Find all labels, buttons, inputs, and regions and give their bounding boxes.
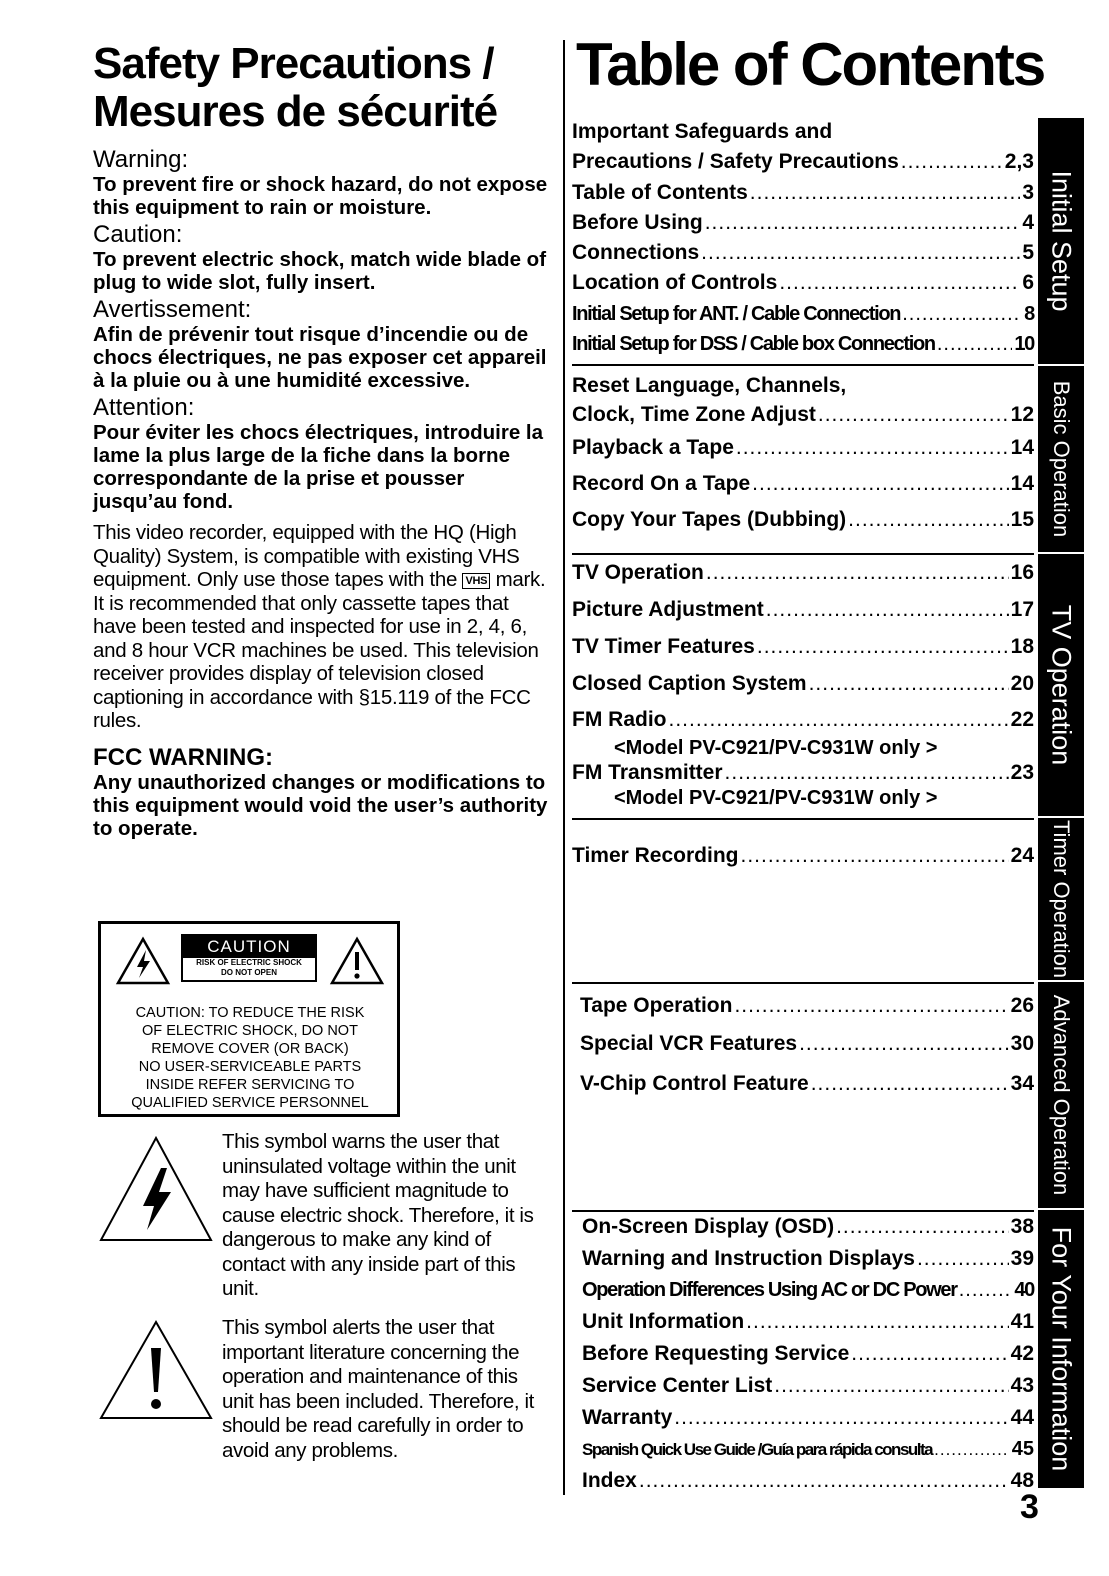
toc-entry[interactable] — [572, 329, 1034, 359]
toc-entry-label: FM Transmitter — [572, 761, 723, 784]
lightning-bolt-symbol-icon — [97, 1134, 215, 1244]
toc-leader-dots — [746, 1306, 1008, 1338]
toc-entry-label: Reset Language, Channels, — [572, 374, 847, 397]
caution-line: QUALIFIED SERVICE PERSONNEL — [131, 1095, 369, 1111]
toc-leader-dots — [779, 268, 1020, 298]
toc-entry-page: 40 — [1014, 1278, 1034, 1301]
toc-entry-page: 22 — [1010, 708, 1034, 731]
toc-leader-dots — [706, 555, 1009, 591]
toc-entry[interactable] — [572, 299, 1034, 329]
caution-badge-sub2: DO NOT OPEN — [220, 968, 277, 977]
model-note: <Model PV-C921/PV-C931W only > — [614, 737, 938, 759]
toc-entry-label: Before Requesting Service — [582, 1342, 850, 1366]
toc-entry-label: Index — [582, 1469, 637, 1493]
toc-entry[interactable] — [572, 147, 1034, 177]
toc-entry[interactable] — [582, 1243, 1034, 1275]
toc-entry-page: 23 — [1010, 761, 1034, 784]
fcc-heading: FCC WARNING: — [93, 743, 273, 771]
toc-entry-label: Before Using — [572, 210, 703, 234]
caution-badge-label: CAUTION — [183, 936, 315, 958]
section-divider — [572, 818, 1034, 820]
lightning-warning-icon — [115, 936, 171, 986]
toc-leader-dots — [934, 1434, 1010, 1466]
toc-entry-page: 12 — [1010, 403, 1034, 426]
tab-label: For Your Information — [1046, 1226, 1077, 1472]
warning-heading: Warning: — [93, 146, 189, 173]
toc-entry-label: Table of Contents — [572, 180, 748, 204]
lightning-symbol-text: This symbol warns the user that uninsulated voltage within the unit may have sufficient magnitude to cause electric shock. Therefore, it is dangerous to make any kind of contact with any inside part of this unit. — [222, 1130, 534, 1300]
toc-entry-label: Clock, Time Zone Adjust — [572, 403, 816, 426]
toc-entry-page: 30 — [1010, 1032, 1034, 1055]
toc-entry-label: Playback a Tape — [572, 436, 734, 459]
toc-entry-page: 48 — [1010, 1469, 1034, 1493]
toc-leader-dots — [774, 1370, 1008, 1402]
toc-section-basic-operation — [572, 372, 1034, 538]
tab-label: Basic Operation — [1049, 380, 1074, 538]
title-line-french: Mesures de sécurité — [93, 87, 498, 136]
hq-text-start: This video recorder, equipped with the HQ (High Quality) System, is compatible with existing VHS equipment. Only use those tapes with the — [93, 521, 520, 591]
toc-leader-dots — [937, 329, 1013, 359]
toc-entry[interactable] — [572, 178, 1034, 208]
toc-entry[interactable] — [572, 430, 1034, 466]
title-line-english: Safety Precautions / — [93, 39, 494, 88]
toc-entry-label: Spanish Quick Use Guide /Guía para rápida consulta — [582, 1439, 933, 1459]
caution-line: NO USER-SERVICEABLE PARTS — [138, 1059, 362, 1075]
fcc-text: Any unauthorized changes or modifications to this equipment would void the user’s authority to operate. — [93, 770, 548, 840]
avertissement-text: Afin de prévenir tout risque d’incendie ou de chocs électriques, ne pas exposer cet appareil à la pluie ou à une humidité excessive. — [93, 323, 547, 392]
caution-box — [98, 921, 400, 1117]
toc-entry-page: 15 — [1010, 508, 1034, 531]
toc-entry-page: 34 — [1010, 1072, 1034, 1095]
tab-initial-setup[interactable] — [1038, 118, 1084, 364]
toc-entry[interactable] — [572, 502, 1034, 538]
toc-leader-dots — [799, 1024, 1009, 1064]
toc-entry-page: 43 — [1010, 1373, 1034, 1397]
toc-entry-label: Closed Caption System — [572, 672, 807, 695]
toc-entry-label: Record On a Tape — [572, 472, 751, 495]
toc-entry[interactable] — [580, 1064, 1034, 1104]
toc-leader-dots — [734, 988, 1008, 1024]
tab-advanced-operation[interactable] — [1038, 982, 1084, 1208]
toc-section-advanced-operation — [580, 988, 1034, 1104]
tab-label: Timer Operation — [1049, 819, 1074, 979]
toc-entry[interactable] — [572, 555, 1034, 591]
toc-leader-dots — [752, 466, 1008, 502]
toc-entry-label: Precautions / Safety Precautions — [572, 150, 899, 174]
caution-text: To prevent electric shock, match wide blade of plug to wide slot, fully insert. — [93, 248, 547, 294]
toc-entry-label: Timer Recording — [572, 844, 739, 867]
page-title-safety — [93, 40, 553, 136]
toc-entry-page: 14 — [1010, 436, 1034, 459]
toc-entry[interactable] — [582, 1402, 1034, 1434]
model-note: <Model PV-C921/PV-C931W only > — [614, 787, 938, 809]
toc-entry-label: Unit Information — [582, 1310, 745, 1334]
exclamation-warning-icon — [329, 936, 385, 986]
caution-heading: Caution: — [93, 221, 183, 248]
toc-entry[interactable] — [572, 238, 1034, 268]
toc-leader-dots — [901, 147, 1003, 177]
toc-entry[interactable] — [582, 1275, 1034, 1307]
toc-section-timer-operation — [572, 840, 1034, 872]
toc-leader-dots — [740, 840, 1008, 872]
avertissement-heading: Avertissement: — [93, 296, 252, 323]
toc-entry-label: Connections — [572, 241, 700, 265]
toc-entry[interactable] — [572, 400, 1034, 430]
toc-entry[interactable] — [572, 840, 1034, 872]
toc-entry[interactable] — [572, 702, 1034, 738]
toc-entry-page: 6 — [1022, 271, 1034, 295]
toc-entry-page: 2,3 — [1004, 150, 1034, 174]
toc-entry-label: Location of Controls — [572, 271, 778, 295]
toc-entry[interactable] — [572, 758, 1034, 788]
toc-entry-page: 39 — [1010, 1246, 1034, 1270]
warning-text: To prevent fire or shock hazard, do not expose this equipment to rain or moisture. — [93, 173, 548, 219]
tab-for-your-information[interactable] — [1038, 1210, 1084, 1488]
toc-leader-dots — [836, 1211, 1009, 1243]
toc-entry[interactable] — [580, 1024, 1034, 1064]
toc-entry-page: 3 — [1022, 180, 1034, 204]
caution-line: INSIDE REFER SERVICING TO — [145, 1077, 355, 1093]
caution-badge-sub1: RISK OF ELECTRIC SHOCK — [196, 958, 302, 967]
toc-entry[interactable] — [582, 1211, 1034, 1243]
toc-entry-page: 16 — [1010, 561, 1034, 584]
safety-text-column — [93, 145, 553, 843]
toc-leader-dots — [639, 1465, 1009, 1497]
toc-leader-dots — [757, 628, 1009, 665]
caution-badge — [181, 934, 317, 982]
page-number: 3 — [1020, 1488, 1039, 1526]
toc-entry[interactable] — [582, 1338, 1034, 1370]
tab-basic-operation[interactable] — [1038, 366, 1084, 552]
tab-label: Advanced Operation — [1049, 994, 1074, 1196]
toc-entry-page: 45 — [1011, 1437, 1034, 1460]
toc-entry-page: 42 — [1010, 1342, 1034, 1366]
attention-text: Pour éviter les chocs électriques, introduire la lame la plus large de la fiche dans la borne correspondante de la prise et pousser jusqu’au fond. — [93, 421, 544, 513]
toc-entry-page: 5 — [1022, 241, 1034, 265]
toc-entry-label: TV Operation — [572, 561, 704, 584]
toc-leader-dots — [736, 430, 1009, 466]
toc-entry-page: 24 — [1010, 844, 1034, 867]
attention-heading: Attention: — [93, 394, 195, 421]
toc-leader-dots — [809, 665, 1009, 702]
toc-title: Table of Contents — [576, 31, 1045, 98]
caution-line: REMOVE COVER (OR BACK) — [151, 1041, 349, 1057]
toc-entry[interactable] — [572, 665, 1034, 702]
toc-entry[interactable] — [582, 1306, 1034, 1338]
toc-entry-label: Important Safeguards and — [572, 120, 833, 143]
toc-leader-dots — [848, 502, 1008, 538]
toc-entry-label: FM Radio — [572, 708, 667, 731]
toc-leader-dots — [811, 1064, 1009, 1104]
toc-entry-page: 17 — [1010, 598, 1034, 621]
column-divider — [563, 40, 565, 1495]
toc-entry-label: Initial Setup for DSS / Cable box Connection — [572, 333, 935, 356]
toc-leader-dots — [917, 1243, 1009, 1275]
toc-leader-dots — [766, 591, 1009, 628]
toc-leader-dots — [669, 702, 1009, 738]
hq-text-end: mark. It is recommended that only cassette tapes that have been tested and inspected for use in 2, 4, 6, and 8 hour VCR machines be used. This television receiver provides display of television closed captioning in accordance with §15.119 of the FCC rules. — [93, 568, 546, 732]
exclamation-symbol-text: This symbol alerts the user that important literature concerning the operation and maintenance of this unit has been included. Therefore, it should be read carefully in order to avoid any problems. — [222, 1316, 534, 1462]
toc-entry-label: Picture Adjustment — [572, 598, 764, 621]
caution-line: OF ELECTRIC SHOCK, DO NOT — [142, 1023, 358, 1039]
toc-entry[interactable] — [582, 1370, 1034, 1402]
toc-leader-dots — [851, 1338, 1008, 1370]
toc-entry-label: TV Timer Features — [572, 635, 755, 658]
caution-box-text — [109, 1004, 391, 1112]
toc-entry[interactable] — [582, 1465, 1034, 1497]
toc-entry-label: Special VCR Features — [580, 1032, 798, 1055]
toc-section-tv-operation — [572, 555, 1034, 808]
tab-label: Initial Setup — [1046, 170, 1077, 312]
toc-entry-page: 8 — [1024, 302, 1034, 325]
toc-entry[interactable] — [572, 268, 1034, 298]
toc-entry-page: 18 — [1010, 635, 1034, 658]
toc-entry[interactable] — [572, 591, 1034, 628]
section-divider — [572, 982, 1034, 984]
toc-entry-label: Operation Differences Using AC or DC Power — [582, 1278, 957, 1301]
toc-leader-dots — [674, 1402, 1008, 1434]
toc-entry-label: Service Center List — [582, 1373, 773, 1397]
toc-entry[interactable] — [572, 208, 1034, 238]
toc-leader-dots — [902, 299, 1022, 329]
toc-entry-label: Warranty — [582, 1405, 673, 1429]
tab-tv-operation[interactable] — [1038, 554, 1084, 816]
section-divider — [572, 364, 1034, 366]
caution-line: CAUTION: TO REDUCE THE RISK — [135, 1005, 365, 1021]
toc-leader-dots — [705, 208, 1021, 238]
tab-label: TV Operation — [1046, 604, 1077, 766]
toc-entry-page: 44 — [1010, 1405, 1034, 1429]
toc-entry-page: 38 — [1010, 1215, 1034, 1238]
toc-leader-dots — [725, 758, 1009, 788]
toc-leader-dots — [818, 400, 1009, 430]
toc-entry[interactable] — [572, 628, 1034, 665]
tab-timer-operation[interactable] — [1038, 818, 1084, 980]
toc-section-for-your-information — [582, 1211, 1034, 1497]
toc-entry-page: 10 — [1014, 333, 1034, 356]
toc-entry-page: 4 — [1022, 210, 1034, 234]
toc-entry-page: 26 — [1010, 994, 1034, 1017]
toc-leader-dots — [959, 1275, 1013, 1307]
toc-entry-label: Copy Your Tapes (Dubbing) — [572, 508, 847, 531]
toc-section-initial-setup — [572, 117, 1034, 359]
toc-entry-page: 14 — [1010, 472, 1034, 495]
toc-entry-label: Warning and Instruction Displays — [582, 1246, 915, 1270]
toc-entry-page: 20 — [1010, 672, 1034, 695]
toc-entry[interactable] — [580, 988, 1034, 1024]
toc-entry[interactable] — [582, 1434, 1034, 1466]
toc-entry-label: V-Chip Control Feature — [580, 1072, 809, 1095]
toc-entry-label: Tape Operation — [580, 994, 733, 1017]
toc-leader-dots — [701, 238, 1020, 268]
toc-entry-page: 41 — [1010, 1310, 1034, 1334]
vhs-mark-icon: VHS — [462, 573, 490, 589]
toc-entry-label: Initial Setup for ANT. / Cable Connection — [572, 302, 901, 325]
toc-entry[interactable] — [572, 466, 1034, 502]
hq-system-paragraph — [93, 521, 553, 733]
toc-entry-label: On-Screen Display (OSD) — [582, 1215, 835, 1238]
toc-leader-dots — [750, 178, 1021, 208]
exclamation-symbol-icon — [97, 1318, 215, 1422]
